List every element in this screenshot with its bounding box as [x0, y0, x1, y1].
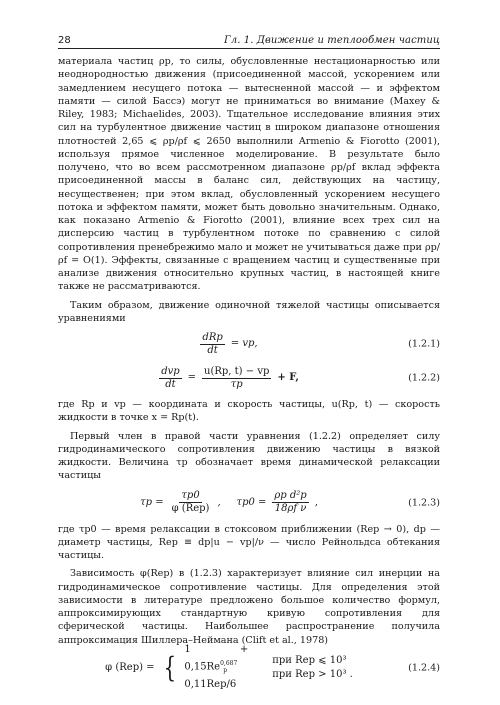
running-title: Гл. 1. Движение и теплообмен частиц: [224, 35, 440, 46]
paragraph-relaxation: где τp0 — время релаксации в стоксовом приближении (Rep → 0), dp — диаметр частицы, Rep ≡ dp|u − vp|/ν — число Рейнольдса обтекания частицы.: [58, 523, 440, 561]
eq3-fraction-2: $\frac{\text{ρp d²p}}{\text{18ρf ν}}$: [274, 490, 307, 514]
equation-1-2-2: $\frac{\text{dvp}}{dt}$ = $\frac{u(Rp, t) - vp}{\tau p}$ + F, (1.2.2): [161, 365, 440, 390]
eq3-fraction-1: $\frac{\tau p0}{\text{φ (Rep)}}$: [171, 490, 210, 514]
equation-number: (1.2.1): [408, 338, 440, 350]
equation-number: (1.2.4): [408, 662, 440, 674]
page: [58, 30, 441, 691]
eq4-cases: 1 + 0,15Re$^{0,687}_p$ 0,11Rep/6: [184, 644, 249, 691]
header-rule: [58, 48, 440, 49]
paragraph-equations-intro: Таким образом, движение одиночной тяжелой частицы описывается уравнениями: [58, 299, 440, 324]
curly-brace: {: [163, 650, 176, 684]
paragraph-schiller-naumann: Зависимость φ(Rep) в (1.2.3) характеризует влияние сил инерции на гидродинамическое сопротивление частицы. Для определения этой зависимости в литературе предложено большое количество формул, аппроксимирующих стандартную кривую сопротивления для сферической частицы. Наибольшее распространение получила аппроксимация Шиллера–Неймана (Clift et al., 1978): [58, 568, 440, 646]
body-text: [58, 55, 441, 691]
eq2-lhs-fraction: $\frac{\text{dvp}}{dt}$: [161, 365, 180, 390]
equation-1-2-4: φ (Rep) = { 1 + 0,15Re$^{0,687}_p$ 0,11Rep/6 при Rep ⩽ 10³ при Rep > 10³ . (1.2.4): [105, 644, 440, 691]
eq2-rhs-fraction: $\frac{u(Rp, t) - vp}{\tau p}$: [204, 365, 270, 390]
paragraph-drag: Первый член в правой части уравнения (1.2.2) определяет силу гидродинамического сопротивления движению частицы в вязкой жидкости. Величина τp обозначает время динамической релаксации частицы: [58, 430, 440, 482]
paragraph-forces: материала частиц ρp, то силы, обусловленные нестационарностью или неоднородностью движения (присоединенной массой, ускорением или замедлением несущего потока — вытесненной массой — и эффектом памяти — силой Бассэ) могут не приниматься во внимание (Maxey & Riley, 1983; Michaelides, 2003). Тщательное исследование влияния этих сил на турбулентное движение частиц в широком диапазоне отношения плотностей 2,65 ⩽ ρp/ρf ⩽ 2650 выполнили Armenio & Fiorotto (2001), используя прямое численное моделирование. В результате было получено, что во всем рассмотренном диапазоне ρp/ρf вклад эффекта присоединенной массы в баланс сил, действующих на частицу, несущественен; при этом вклад, обусловленный ускорением несущего потока и эффектом памяти, может быть довольно значительным. Однако, как показано Armenio & Fiorotto (2001), влияние всех трех сил на дисперсию частиц в турбулентном потоке по сравнению с силой сопротивления пренебрежимо мало и может не учитываться даже при ρp/ρf = O(1). Эффекты, связанные с вращением частиц и существенные при анализе движения относительно крупных частиц, в настоящей книге также не рассматриваются.: [58, 56, 441, 293]
paragraph-variables: где Rp и vp — координата и скорость частицы, u(Rp, t) — скорость жидкости в точке x = Rp(t).: [58, 399, 440, 424]
equation-number: (1.2.2): [408, 372, 440, 384]
eq4-conditions: при Rep ⩽ 10³ при Rep > 10³ .: [272, 654, 353, 680]
page-number: 28: [58, 35, 71, 46]
equation-1-2-3: τp = $\frac{\tau p0}{\text{φ (Rep)}}$ , τp0 = $\frac{\text{ρp d²p}}{\text{18ρf ν}}$ , (1.2.3): [140, 490, 440, 514]
running-header: [58, 30, 440, 46]
equation-1-2-1: $\frac{\text{dRp}}{dt}$ = vp, (1.2.1): [202, 331, 440, 356]
eq1-fraction: $\frac{\text{dRp}}{dt}$: [202, 331, 223, 356]
equation-number: (1.2.3): [408, 496, 440, 508]
